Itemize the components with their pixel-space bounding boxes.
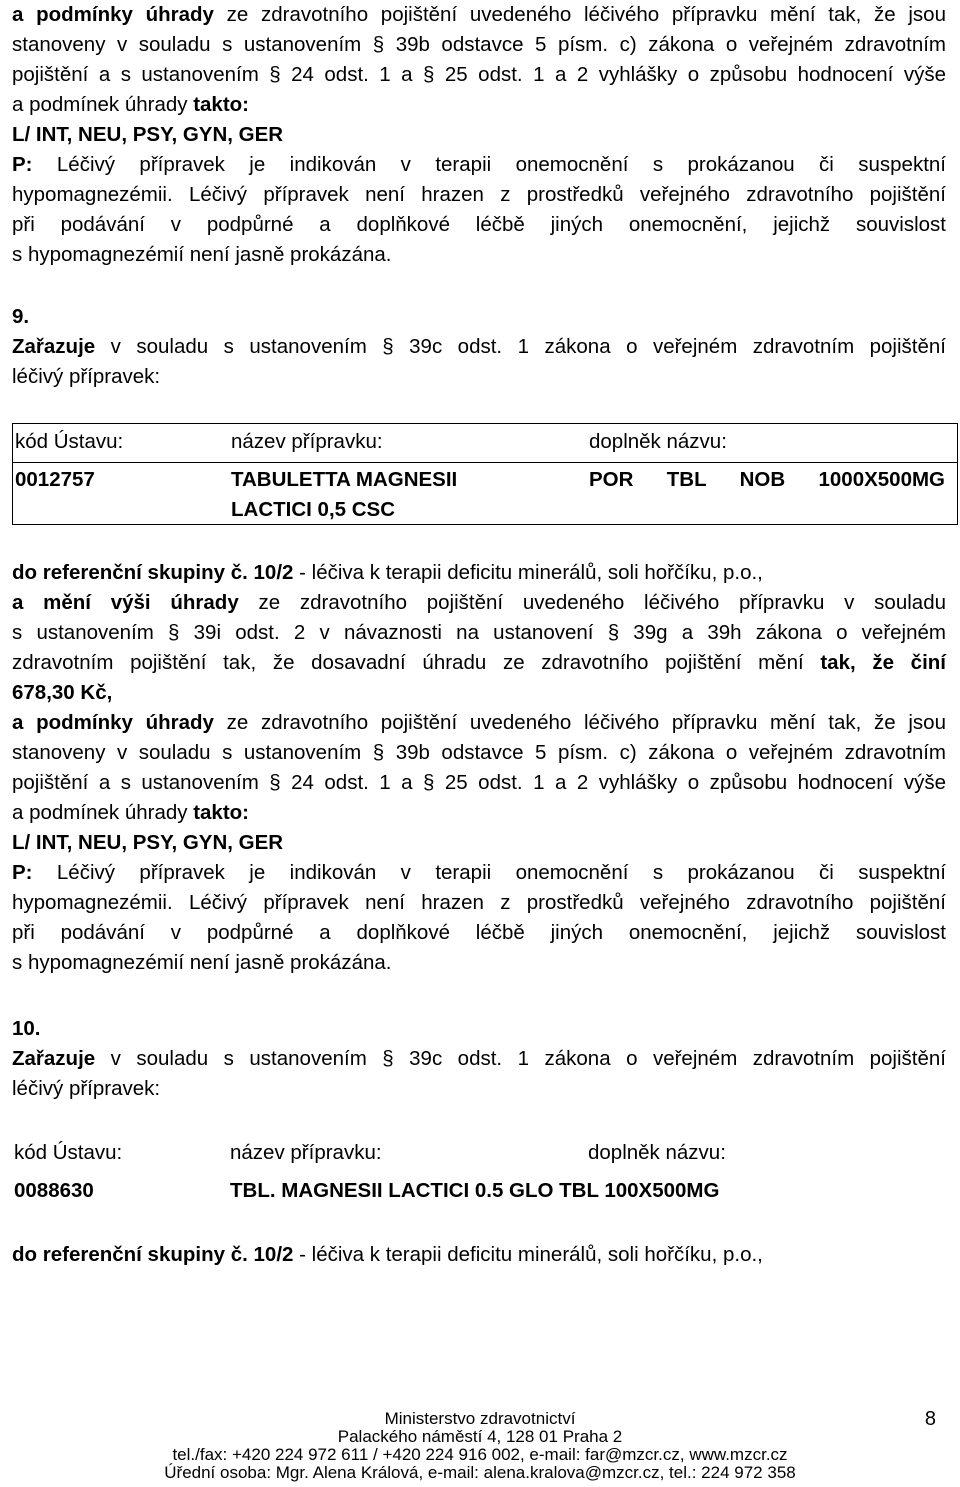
- product-table: [12, 423, 958, 525]
- text-line: při podávání v podpůrné a doplňkové léčbě jiných onemocnění, jejichž souvislost: [12, 921, 946, 944]
- bold-phrase: Zařazuje: [12, 335, 96, 358]
- text-line: při podávání v podpůrné a doplňkové léčbě jiných onemocnění, jejichž souvislost: [12, 213, 946, 236]
- header-code: kód Ústavu:: [15, 430, 124, 453]
- text-line: [12, 858, 946, 888]
- bold-phrase: a podmínky úhrady: [12, 711, 214, 734]
- text-line: léčivý přípravek:: [12, 365, 161, 388]
- reference-group: do referenční skupiny č. 10/2 - léčiva k terapii deficitu minerálů, soli hořčíku, p.o.,: [12, 561, 763, 584]
- text-span: zdravotním pojištění tak, že dosavadní úhradu ze zdravotního pojištění mění: [12, 651, 821, 674]
- text-span: ze zdravotního pojištění uvedeného léčivého přípravku v souladu: [238, 591, 946, 614]
- text-line: s hypomagnezémií není jasně prokázána.: [12, 243, 392, 266]
- item-number: 9.: [12, 305, 30, 328]
- text-line: s ustanovením § 39i odst. 2 v návaznosti na ustanovení § 39g a 39h zákona o veřejném: [12, 621, 946, 644]
- header-suffix: doplněk názvu:: [588, 1141, 726, 1164]
- product-name-line2: LACTICI 0,5 CSC: [231, 498, 396, 521]
- product-code: 0012757: [15, 468, 95, 491]
- footer-contact: tel./fax: +420 224 972 611 / +420 224 916 002, e-mail: far@mzcr.cz, www.mzcr.cz: [172, 1445, 788, 1464]
- reference-group: do referenční skupiny č. 10/2 - léčiva k terapii deficitu minerálů, soli hořčíku, p.o.,: [12, 1243, 763, 1266]
- text-span: Léčivý přípravek je indikován v terapii onemocnění s prokázanou či suspektní: [32, 153, 946, 176]
- indication-codes: L/ INT, NEU, PSY, GYN, GER: [12, 123, 284, 146]
- text-line: [12, 150, 946, 180]
- bold-phrase: takto:: [193, 93, 250, 116]
- bold-phrase: P:: [12, 861, 33, 884]
- bold-phrase: a podmínky úhrady: [12, 3, 214, 26]
- text-line: [12, 588, 946, 618]
- text-span: a podmínek úhrady: [12, 801, 194, 824]
- text-line: stanoveny v souladu s ustanovením § 39b odstavce 5 písm. c) zákona o veřejném zdravotním: [12, 33, 946, 56]
- product-code: 0088630: [14, 1179, 94, 1202]
- product-name-line1: TABULETTA MAGNESII: [231, 468, 458, 491]
- bold-phrase: tak, že činí: [820, 651, 947, 674]
- text-line: [12, 708, 946, 738]
- text-span: a podmínek úhrady: [12, 93, 194, 116]
- text-line: pojištění a s ustanovením § 24 odst. 1 a § 25 odst. 1 a 2 vyhlášky o způsobu hodnocení výše: [12, 63, 946, 86]
- text-line: [12, 798, 946, 828]
- text-line: [12, 648, 946, 678]
- item-number: 10.: [12, 1017, 41, 1040]
- page-number: 8: [924, 1408, 936, 1430]
- text-line: hypomagnezémii. Léčivý přípravek není hrazen z prostředků veřejného zdravotního pojištění: [12, 183, 946, 206]
- reimbursement-amount: 678,30 Kč,: [12, 681, 113, 704]
- header-name: název přípravku:: [230, 1141, 382, 1164]
- text-line: léčivý přípravek:: [12, 1077, 161, 1100]
- bold-phrase: a mění výši úhrady: [12, 591, 239, 614]
- text-line: s hypomagnezémií není jasně prokázána.: [12, 951, 392, 974]
- bold-phrase: takto:: [193, 801, 250, 824]
- footer-address: Palackého náměstí 4, 128 01 Praha 2: [337, 1427, 623, 1446]
- text-span: Léčivý přípravek je indikován v terapii onemocnění s prokázanou či suspektní: [32, 861, 946, 884]
- text-line: [12, 0, 946, 30]
- header-suffix: doplněk názvu:: [589, 430, 727, 453]
- product-table: [12, 1138, 958, 1210]
- text-span: v souladu s ustanovením § 39c odst. 1 zákona o veřejném zdravotním pojištění: [95, 1047, 946, 1070]
- product-suffix: POR TBL NOB 1000X500MG: [589, 468, 945, 491]
- header-name: název přípravku:: [231, 430, 383, 453]
- indication-codes: L/ INT, NEU, PSY, GYN, GER: [12, 831, 284, 854]
- footer-ministry: Ministerstvo zdravotnictví: [384, 1409, 576, 1428]
- text-line: hypomagnezémii. Léčivý přípravek není hrazen z prostředků veřejného zdravotního pojištění: [12, 891, 946, 914]
- header-code: kód Ústavu:: [14, 1141, 123, 1164]
- text-span: v souladu s ustanovením § 39c odst. 1 zákona o veřejném zdravotním pojištění: [95, 335, 946, 358]
- bold-phrase: Zařazuje: [12, 1047, 96, 1070]
- text-span: ze zdravotního pojištění uvedeného léčivého přípravku mění tak, že jsou: [213, 3, 946, 26]
- text-line: [12, 90, 946, 120]
- table-divider: [13, 462, 957, 463]
- text-span: ze zdravotního pojištění uvedeného léčivého přípravku mění tak, že jsou: [213, 711, 946, 734]
- footer-official: Úřední osoba: Mgr. Alena Králová, e-mail: alena.kralova@mzcr.cz, tel.: 224 972 358: [164, 1463, 796, 1482]
- text-line: [12, 1044, 946, 1074]
- text-line: stanoveny v souladu s ustanovením § 39b odstavce 5 písm. c) zákona o veřejném zdravotním: [12, 741, 946, 764]
- bold-phrase: P:: [12, 153, 33, 176]
- product-name: TBL. MAGNESII LACTICI 0.5 GLO TBL 100X500MG: [230, 1179, 720, 1202]
- text-line: [12, 332, 946, 362]
- text-line: pojištění a s ustanovením § 24 odst. 1 a § 25 odst. 1 a 2 vyhlášky o způsobu hodnocení výše: [12, 771, 946, 794]
